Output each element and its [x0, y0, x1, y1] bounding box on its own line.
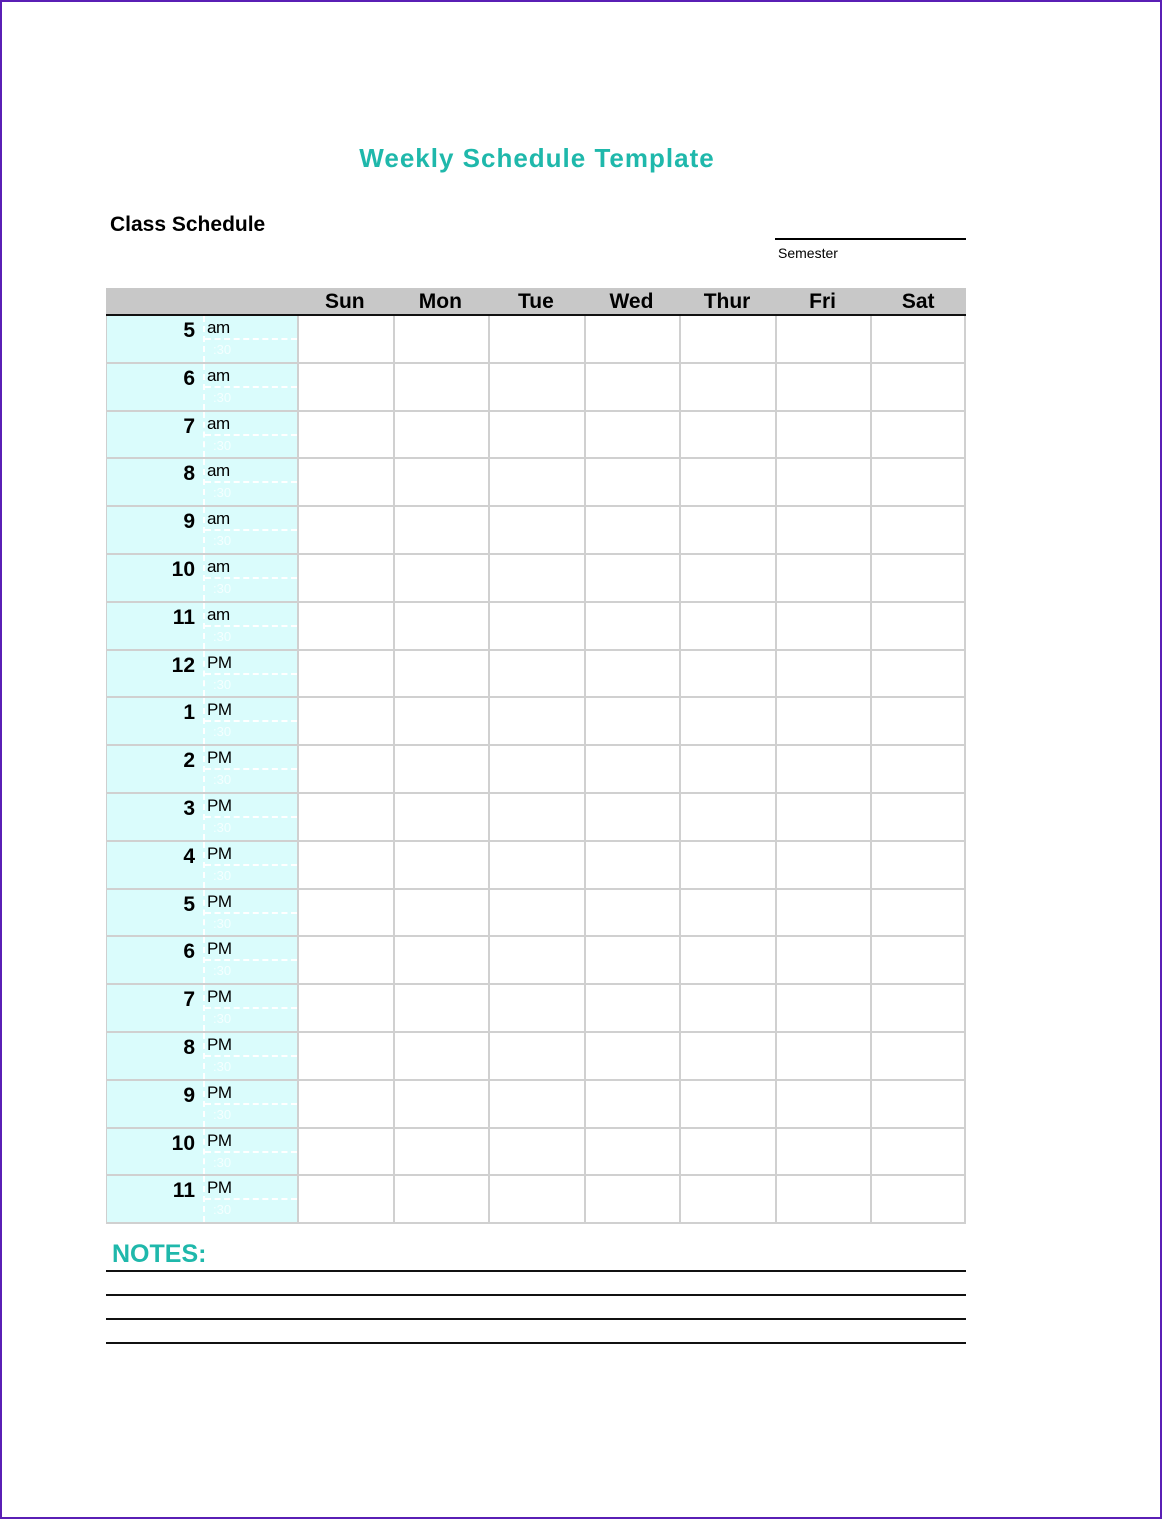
schedule-cell-sat[interactable]: [870, 555, 966, 601]
schedule-cell-mon[interactable]: [393, 746, 489, 792]
half-hour-divider: [205, 338, 297, 340]
period-column: [203, 507, 297, 553]
time-row: [106, 746, 966, 794]
hour-label: 8: [183, 1035, 195, 1059]
time-row: [106, 698, 966, 746]
semester-label: Semester: [778, 245, 838, 261]
schedule-cell-wed[interactable]: [584, 1176, 680, 1222]
schedule-subtitle: Class Schedule: [110, 213, 266, 236]
period-label: PM: [207, 700, 232, 720]
hour-label: 6: [183, 940, 195, 964]
schedule-cell-wed[interactable]: [584, 746, 680, 792]
schedule-cell-mon[interactable]: [393, 459, 489, 505]
time-row: [106, 794, 966, 842]
schedule-cell-fri[interactable]: [775, 555, 871, 601]
period-column: [203, 698, 297, 744]
time-row: [106, 364, 966, 412]
hour-label: 4: [183, 844, 195, 868]
schedule-cell-fri[interactable]: [775, 1081, 871, 1127]
schedule-cell-mon[interactable]: [393, 985, 489, 1031]
period-label: am: [207, 318, 230, 337]
half-hour-divider: [205, 529, 297, 531]
half-hour-label: :30: [213, 724, 232, 740]
half-hour-label: :30: [213, 1154, 232, 1170]
period-label: PM: [207, 939, 232, 959]
schedule-cell-tue[interactable]: [488, 842, 584, 888]
schedule-cell-sun[interactable]: [297, 555, 393, 601]
time-label-cell: [106, 746, 297, 792]
schedule-cell-tue[interactable]: [488, 985, 584, 1031]
time-row: [106, 412, 966, 460]
schedule-cell-fri[interactable]: [775, 651, 871, 697]
period-column: [203, 746, 297, 792]
schedule-cell-sun[interactable]: [297, 364, 393, 410]
period-column: [203, 1081, 297, 1127]
period-label: PM: [207, 795, 232, 815]
hour-label: 12: [171, 653, 195, 677]
time-row: [106, 459, 966, 507]
period-column: [203, 1176, 297, 1222]
schedule-cell-sun[interactable]: [297, 937, 393, 983]
schedule-cell-mon[interactable]: [393, 603, 489, 649]
schedule-cell-sun[interactable]: [297, 794, 393, 840]
time-label-cell: [106, 555, 297, 601]
schedule-cell-wed[interactable]: [584, 507, 680, 553]
schedule-cell-fri[interactable]: [775, 412, 871, 458]
period-column: [203, 1033, 297, 1079]
schedule-cell-sun[interactable]: [297, 651, 393, 697]
schedule-grid: [106, 288, 966, 1224]
time-label-cell: [106, 412, 297, 458]
schedule-cell-wed[interactable]: [584, 985, 680, 1031]
notes-label: NOTES:: [112, 1240, 207, 1268]
schedule-cell-mon[interactable]: [393, 364, 489, 410]
schedule-cell-tue[interactable]: [488, 1129, 584, 1175]
time-label-cell: [106, 651, 297, 697]
schedule-cell-tue[interactable]: [488, 507, 584, 553]
schedule-cell-sat[interactable]: [870, 937, 966, 983]
time-label-cell: [106, 794, 297, 840]
time-row: [106, 1176, 966, 1224]
schedule-cell-sat[interactable]: [870, 1033, 966, 1079]
day-header-mon: Mon: [418, 290, 462, 313]
hour-label: 6: [183, 366, 195, 390]
schedule-cell-sat[interactable]: [870, 1129, 966, 1175]
schedule-cell-sat[interactable]: [870, 651, 966, 697]
half-hour-label: :30: [213, 867, 232, 883]
period-column: [203, 842, 297, 888]
schedule-cell-thur[interactable]: [679, 794, 775, 840]
schedule-cell-thur[interactable]: [679, 651, 775, 697]
schedule-cell-thur[interactable]: [679, 698, 775, 744]
schedule-cell-sun[interactable]: [297, 507, 393, 553]
half-hour-label: :30: [213, 915, 232, 931]
schedule-cell-wed[interactable]: [584, 316, 680, 362]
schedule-cell-tue[interactable]: [488, 459, 584, 505]
hour-label: 9: [183, 510, 195, 534]
schedule-cell-thur[interactable]: [679, 1129, 775, 1175]
time-row: [106, 1129, 966, 1177]
time-row: [106, 651, 966, 699]
schedule-cell-wed[interactable]: [584, 555, 680, 601]
day-header-sat: Sat: [901, 290, 935, 313]
period-label: PM: [207, 1130, 232, 1150]
hour-label: 11: [172, 1179, 195, 1203]
hour-label: 10: [171, 557, 195, 581]
half-hour-divider: [205, 1103, 297, 1105]
time-row: [106, 1033, 966, 1081]
period-label: am: [207, 604, 230, 624]
time-row: [106, 603, 966, 651]
schedule-cell-sat[interactable]: [870, 364, 966, 410]
schedule-cell-mon[interactable]: [393, 316, 489, 362]
schedule-cell-mon[interactable]: [393, 1176, 489, 1222]
time-rows: [106, 316, 966, 1224]
hour-label: 5: [183, 892, 195, 916]
period-label: am: [207, 365, 230, 385]
time-row: [106, 507, 966, 555]
schedule-cell-sun[interactable]: [297, 459, 393, 505]
schedule-cell-wed[interactable]: [584, 794, 680, 840]
schedule-cell-fri[interactable]: [775, 746, 871, 792]
hour-label: 5: [183, 319, 195, 342]
schedule-cell-sat[interactable]: [870, 412, 966, 458]
half-hour-divider: [205, 959, 297, 961]
schedule-cell-tue[interactable]: [488, 364, 584, 410]
schedule-cell-sat[interactable]: [870, 603, 966, 649]
day-header-wed: Wed: [609, 290, 654, 313]
schedule-cell-thur[interactable]: [679, 890, 775, 936]
time-label-cell: [106, 1176, 297, 1222]
notes-line[interactable]: [106, 1342, 966, 1344]
schedule-cell-sun[interactable]: [297, 985, 393, 1031]
schedule-cell-fri[interactable]: [775, 364, 871, 410]
schedule-cell-sun[interactable]: [297, 746, 393, 792]
schedule-cell-sat[interactable]: [870, 746, 966, 792]
schedule-cell-sun[interactable]: [297, 412, 393, 458]
day-header-tue: Tue: [518, 290, 554, 313]
time-label-cell: [106, 890, 297, 936]
schedule-cell-mon[interactable]: [393, 698, 489, 744]
schedule-cell-tue[interactable]: [488, 746, 584, 792]
half-hour-label: :30: [213, 485, 232, 501]
half-hour-label: :30: [213, 1202, 232, 1218]
time-row: [106, 985, 966, 1033]
time-row: [106, 890, 966, 938]
schedule-cell-wed[interactable]: [584, 412, 680, 458]
half-hour-label: :30: [213, 1011, 232, 1027]
schedule-cell-wed[interactable]: [584, 1033, 680, 1079]
period-label: PM: [207, 1178, 232, 1198]
half-hour-divider: [205, 720, 297, 722]
schedule-cell-sun[interactable]: [297, 698, 393, 744]
time-label-cell: [106, 1129, 297, 1175]
time-row: [106, 316, 966, 364]
page-title: Weekly Schedule Template: [359, 143, 715, 173]
schedule-cell-wed[interactable]: [584, 890, 680, 936]
schedule-cell-wed[interactable]: [584, 1081, 680, 1127]
half-hour-label: :30: [213, 342, 232, 357]
schedule-cell-fri[interactable]: [775, 316, 871, 362]
schedule-cell-tue[interactable]: [488, 698, 584, 744]
period-column: [203, 364, 297, 410]
half-hour-divider: [205, 481, 297, 483]
schedule-cell-mon[interactable]: [393, 555, 489, 601]
schedule-cell-mon[interactable]: [393, 412, 489, 458]
half-hour-divider: [205, 1055, 297, 1057]
period-column: [203, 459, 297, 505]
half-hour-label: :30: [213, 580, 232, 596]
schedule-cell-wed[interactable]: [584, 937, 680, 983]
hour-label: 7: [183, 988, 195, 1012]
schedule-cell-sat[interactable]: [870, 507, 966, 553]
hour-label: 1: [183, 701, 195, 725]
schedule-cell-tue[interactable]: [488, 412, 584, 458]
schedule-cell-fri[interactable]: [775, 1033, 871, 1079]
period-label: am: [207, 461, 230, 481]
half-hour-label: :30: [213, 963, 232, 979]
time-label-cell: [106, 1081, 297, 1127]
schedule-cell-thur[interactable]: [679, 364, 775, 410]
header-blank-cell: [106, 288, 297, 314]
schedule-cell-tue[interactable]: [488, 937, 584, 983]
schedule-cell-thur[interactable]: [679, 1081, 775, 1127]
notes-line[interactable]: [106, 1318, 966, 1320]
half-hour-divider: [205, 816, 297, 818]
semester-field[interactable]: [775, 238, 966, 240]
schedule-cell-wed[interactable]: [584, 364, 680, 410]
half-hour-label: :30: [213, 772, 232, 788]
schedule-cell-mon[interactable]: [393, 507, 489, 553]
schedule-cell-thur[interactable]: [679, 842, 775, 888]
period-column: [203, 603, 297, 649]
time-label-cell: [106, 603, 297, 649]
period-column: [203, 412, 297, 458]
schedule-cell-sat[interactable]: [870, 1176, 966, 1222]
day-header-fri: Fri: [809, 290, 837, 313]
schedule-cell-mon[interactable]: [393, 651, 489, 697]
half-hour-divider: [205, 864, 297, 866]
schedule-cell-sun[interactable]: [297, 842, 393, 888]
period-column: [203, 555, 297, 601]
half-hour-label: :30: [213, 533, 232, 549]
schedule-cell-mon[interactable]: [393, 1129, 489, 1175]
period-label: am: [207, 413, 230, 433]
day-header-thur: Thur: [703, 290, 751, 313]
schedule-cell-fri[interactable]: [775, 459, 871, 505]
schedule-cell-sun[interactable]: [297, 1129, 393, 1175]
schedule-cell-wed[interactable]: [584, 698, 680, 744]
period-label: PM: [207, 891, 232, 911]
half-hour-label: :30: [213, 437, 232, 453]
schedule-cell-sun[interactable]: [297, 1176, 393, 1222]
schedule-cell-thur[interactable]: [679, 603, 775, 649]
schedule-cell-wed[interactable]: [584, 603, 680, 649]
schedule-cell-wed[interactable]: [584, 651, 680, 697]
schedule-cell-thur[interactable]: [679, 459, 775, 505]
half-hour-divider: [205, 912, 297, 914]
half-hour-divider: [205, 768, 297, 770]
schedule-cell-wed[interactable]: [584, 1129, 680, 1175]
half-hour-label: :30: [213, 1058, 232, 1074]
half-hour-divider: [205, 1198, 297, 1200]
schedule-cell-thur[interactable]: [679, 412, 775, 458]
schedule-cell-thur[interactable]: [679, 507, 775, 553]
schedule-cell-thur[interactable]: [679, 316, 775, 362]
schedule-cell-tue[interactable]: [488, 890, 584, 936]
schedule-cell-tue[interactable]: [488, 651, 584, 697]
period-label: am: [207, 509, 230, 529]
time-label-cell: [106, 842, 297, 888]
schedule-cell-thur[interactable]: [679, 555, 775, 601]
schedule-cell-mon[interactable]: [393, 1033, 489, 1079]
schedule-cell-mon[interactable]: [393, 937, 489, 983]
schedule-cell-fri[interactable]: [775, 794, 871, 840]
time-row: [106, 937, 966, 985]
period-label: PM: [207, 843, 232, 863]
schedule-cell-fri[interactable]: [775, 842, 871, 888]
schedule-cell-sat[interactable]: [870, 890, 966, 936]
schedule-cell-sun[interactable]: [297, 316, 393, 362]
notes-line[interactable]: [106, 1294, 966, 1296]
period-column: [203, 316, 297, 362]
half-hour-label: :30: [213, 676, 232, 692]
schedule-cell-mon[interactable]: [393, 890, 489, 936]
period-column: [203, 890, 297, 936]
time-label-cell: [106, 364, 297, 410]
schedule-cell-sat[interactable]: [870, 794, 966, 840]
schedule-cell-tue[interactable]: [488, 1081, 584, 1127]
schedule-cell-mon[interactable]: [393, 794, 489, 840]
time-label-cell: [106, 937, 297, 983]
schedule-cell-tue[interactable]: [488, 316, 584, 362]
notes-line[interactable]: [106, 1270, 966, 1272]
schedule-cell-fri[interactable]: [775, 698, 871, 744]
hour-label: 7: [183, 414, 195, 438]
half-hour-divider: [205, 386, 297, 388]
schedule-cell-sun[interactable]: [297, 1033, 393, 1079]
schedule-cell-sat[interactable]: [870, 698, 966, 744]
schedule-cell-thur[interactable]: [679, 746, 775, 792]
schedule-cell-fri[interactable]: [775, 1129, 871, 1175]
period-label: PM: [207, 1034, 232, 1054]
hour-label: 8: [183, 462, 195, 486]
schedule-cell-tue[interactable]: [488, 1033, 584, 1079]
schedule-cell-sat[interactable]: [870, 985, 966, 1031]
schedule-cell-mon[interactable]: [393, 842, 489, 888]
period-column: [203, 1129, 297, 1175]
schedule-cell-tue[interactable]: [488, 794, 584, 840]
half-hour-divider: [205, 434, 297, 436]
schedule-cell-wed[interactable]: [584, 459, 680, 505]
schedule-cell-fri[interactable]: [775, 603, 871, 649]
half-hour-label: :30: [213, 628, 232, 644]
schedule-cell-thur[interactable]: [679, 937, 775, 983]
time-row: [106, 842, 966, 890]
time-row: [106, 555, 966, 603]
half-hour-label: :30: [213, 819, 232, 835]
half-hour-divider: [205, 673, 297, 675]
period-label: PM: [207, 652, 232, 672]
schedule-cell-fri[interactable]: [775, 985, 871, 1031]
schedule-cell-wed[interactable]: [584, 842, 680, 888]
schedule-cell-sat[interactable]: [870, 316, 966, 362]
schedule-cell-fri[interactable]: [775, 890, 871, 936]
schedule-cell-sun[interactable]: [297, 603, 393, 649]
time-row: [106, 1081, 966, 1129]
schedule-cell-thur[interactable]: [679, 1176, 775, 1222]
time-label-cell: [106, 459, 297, 505]
period-label: PM: [207, 987, 232, 1007]
schedule-cell-thur[interactable]: [679, 985, 775, 1031]
schedule-cell-sat[interactable]: [870, 1081, 966, 1127]
schedule-cell-sat[interactable]: [870, 459, 966, 505]
schedule-cell-thur[interactable]: [679, 1033, 775, 1079]
schedule-cell-tue[interactable]: [488, 555, 584, 601]
hour-label: 9: [183, 1083, 195, 1107]
hour-label: 10: [171, 1131, 195, 1155]
period-label: PM: [207, 748, 232, 768]
schedule-cell-sun[interactable]: [297, 1081, 393, 1127]
schedule-cell-tue[interactable]: [488, 603, 584, 649]
half-hour-label: :30: [213, 389, 232, 405]
hour-label: 2: [183, 749, 195, 773]
schedule-cell-sun[interactable]: [297, 890, 393, 936]
day-header-sun: Sun: [324, 290, 365, 313]
period-column: [203, 651, 297, 697]
schedule-cell-sat[interactable]: [870, 842, 966, 888]
period-label: PM: [207, 1082, 232, 1102]
time-label-cell: [106, 316, 297, 362]
schedule-cell-mon[interactable]: [393, 1081, 489, 1127]
hour-label: 3: [183, 796, 195, 820]
period-column: [203, 937, 297, 983]
period-column: [203, 794, 297, 840]
half-hour-divider: [205, 625, 297, 627]
hour-label: 11: [172, 605, 195, 629]
schedule-cell-fri[interactable]: [775, 1176, 871, 1222]
time-label-cell: [106, 507, 297, 553]
time-label-cell: [106, 698, 297, 744]
half-hour-divider: [205, 1007, 297, 1009]
time-label-cell: [106, 985, 297, 1031]
half-hour-divider: [205, 1151, 297, 1153]
schedule-cell-fri[interactable]: [775, 507, 871, 553]
period-column: [203, 985, 297, 1031]
time-label-cell: [106, 1033, 297, 1079]
half-hour-label: :30: [213, 1106, 232, 1122]
schedule-cell-tue[interactable]: [488, 1176, 584, 1222]
period-label: am: [207, 556, 230, 576]
day-header-row: [106, 288, 966, 316]
half-hour-divider: [205, 577, 297, 579]
schedule-cell-fri[interactable]: [775, 937, 871, 983]
